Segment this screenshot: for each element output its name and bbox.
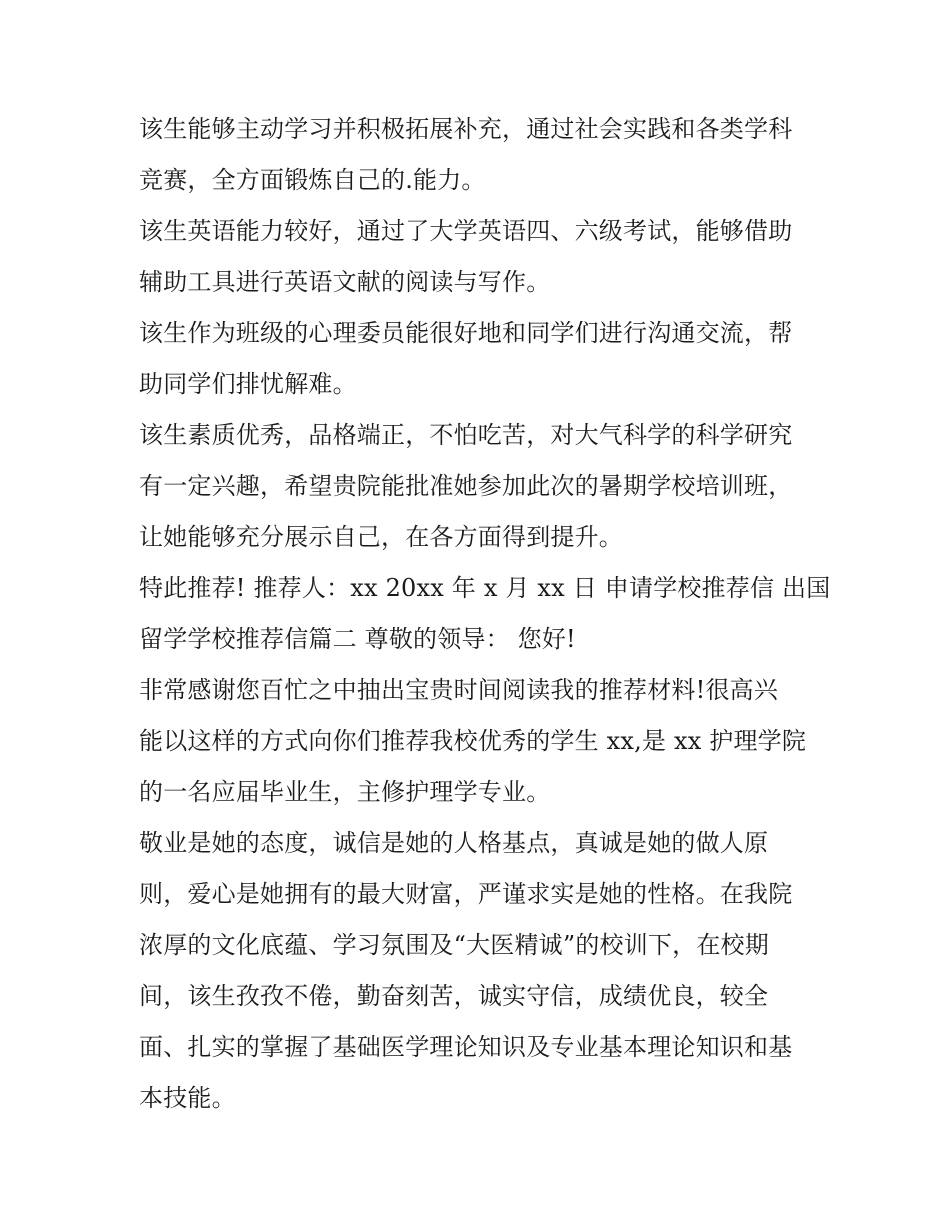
- text-line: 面、扎实的掌握了基础医学理论知识及专业基本理论知识和基: [139, 1033, 793, 1061]
- text-line: 竞赛，全方面锻炼自己的.能力。: [139, 166, 486, 194]
- text-line: 浓厚的文化底蕴、学习氛围及“大医精诚”的校训下，在校期: [139, 931, 769, 959]
- text-line: 助同学们排忧解难。: [139, 370, 357, 398]
- text-line: 该生作为班级的心理委员能很好地和同学们进行沟通交流，帮: [139, 319, 793, 347]
- text-line: 辅助工具进行英语文献的阅读与写作。: [139, 268, 551, 296]
- text-line: 敬业是她的态度，诚信是她的人格基点，真诚是她的做人原: [139, 829, 769, 857]
- text-line: 非常感谢您百忙之中抽出宝贵时间阅读我的推荐材料!很高兴: [139, 676, 779, 704]
- text-line: 能以这样的方式向你们推荐我校优秀的学生 xx,是 xx 护理学院: [139, 727, 807, 755]
- text-line: 该生英语能力较好，通过了大学英语四、六级考试，能够借助: [139, 217, 793, 245]
- text-line: 本技能。: [139, 1084, 236, 1112]
- document-body: [139, 104, 831, 1124]
- text-line: 则，爱心是她拥有的最大财富，严谨求实是她的性格。在我院: [139, 880, 793, 908]
- text-line: 留学学校推荐信篇二 尊敬的领导： 您好!: [139, 625, 576, 653]
- text-line: 该生能够主动学习并积极拓展补充，通过社会实践和各类学科: [139, 115, 793, 143]
- text-line: 让她能够充分展示自己，在各方面得到提升。: [139, 523, 623, 551]
- text-line: 有一定兴趣，希望贵院能批准她参加此次的暑期学校培训班，: [139, 472, 793, 500]
- text-line: 的一名应届毕业生，主修护理学专业。: [139, 778, 551, 806]
- text-line: 特此推荐! 推荐人：xx 20xx 年 x 月 xx 日 申请学校推荐信 出国: [139, 574, 831, 602]
- text-line: 间，该生孜孜不倦，勤奋刻苦，诚实守信，成绩优良，较全: [139, 982, 769, 1010]
- text-line: 该生素质优秀，品格端正，不怕吃苦，对大气科学的科学研究: [139, 421, 793, 449]
